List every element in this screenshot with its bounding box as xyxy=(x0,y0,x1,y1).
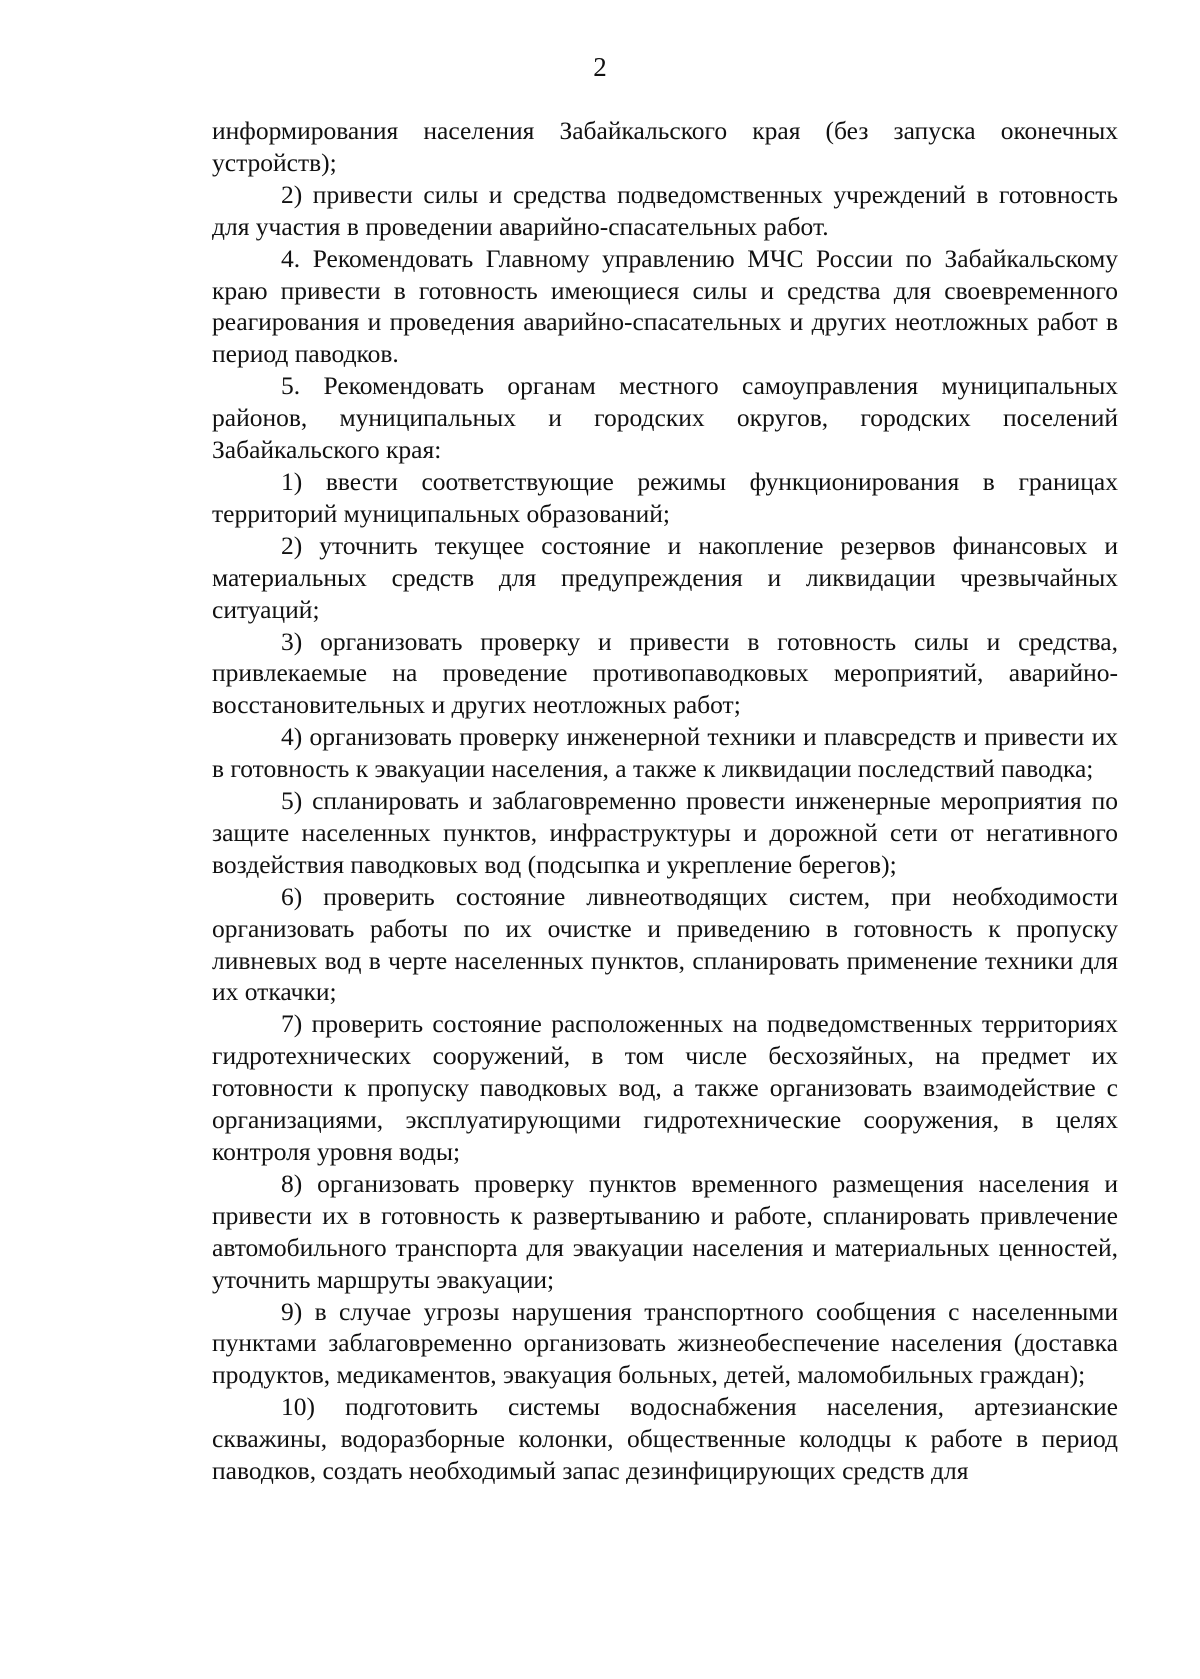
document-body xyxy=(212,115,1118,1487)
paragraph-item-5-5: 5) спланировать и заблаговременно провести инженерные мероприятия по защите населенных пунктов, инфраструктуры и дорожной сети от негативного воздействия паводковых вод (подсыпка и укрепление берегов); xyxy=(212,786,1118,879)
paragraph-item-3-2: 2) привести силы и средства подведомственных учреждений в готовность для участия в проведении аварийно-спасательных работ. xyxy=(212,179,1118,241)
paragraph-item-5-8: 8) организовать проверку пунктов временного размещения населения и привести их в готовность к развертыванию и работе, спланировать привлечение автомобильного транспорта для эвакуации населения и материальных ценностей, уточнить маршруты эвакуации; xyxy=(212,1168,1118,1294)
paragraph-continuation: информирования населения Забайкальского края (без запуска оконечных устройств); xyxy=(212,116,1118,177)
page-number: 2 xyxy=(593,52,607,82)
paragraph-item-5-4: 4) организовать проверку инженерной техники и плавсредств и привести их в готовность к эвакуации населения, а также к ликвидации последствий паводка; xyxy=(212,722,1118,784)
paragraph-section-5: 5. Рекомендовать органам местного самоуправления муниципальных районов, муниципальных и городских округов, городских поселений Забайкальского края: xyxy=(212,371,1118,465)
paragraph-item-5-1: 1) ввести соответствующие режимы функционирования в границах территорий муниципальных образований; xyxy=(212,466,1118,528)
paragraph-item-5-7: 7) проверить состояние расположенных на подведомственных территориях гидротехнических сооружений, в том числе бесхозяйных, на предмет их готовности к пропуску паводковых вод, а также организовать взаимодействие с организациями, эксплуатирующими гидротехнические сооружения, в целях контроля уровня воды; xyxy=(212,1009,1118,1166)
paragraph-item-5-2: 2) уточнить текущее состояние и накопление резервов финансовых и материальных средств для предупреждения и ликвидации чрезвычайных ситуаций; xyxy=(212,530,1118,624)
paragraph-item-5-10: 10) подготовить системы водоснабжения населения, артезианские скважины, водоразборные колонки, общественные колодцы к работе в период паводков, создать необходимый запас дезинфицирующих средств для xyxy=(212,1392,1118,1486)
paragraph-item-5-9: 9) в случае угрозы нарушения транспортного сообщения с населенными пунктами заблаговременно организовать жизнеобеспечение населения (доставка продуктов, медикаментов, эвакуация больных, детей, маломобильных граждан); xyxy=(212,1296,1118,1390)
paragraph-item-5-6: 6) проверить состояние ливнеотводящих систем, при необходимости организовать работы по их очистке и приведению в готовность к пропуску ливневых вод в черте населенных пунктов, спланировать применение техники для их откачки; xyxy=(212,881,1118,1007)
paragraph-item-5-3: 3) организовать проверку и привести в готовность силы и средства, привлекаемые на проведение противопаводковых мероприятий, аварийно-восстановительных и других неотложных работ; xyxy=(212,626,1118,720)
paragraph-section-4: 4. Рекомендовать Главному управлению МЧС России по Забайкальскому краю привести в готовность имеющиеся силы и средства для своевременного реагирования и проведения аварийно-спасательных и других неотложных работ в период паводков. xyxy=(212,243,1118,369)
